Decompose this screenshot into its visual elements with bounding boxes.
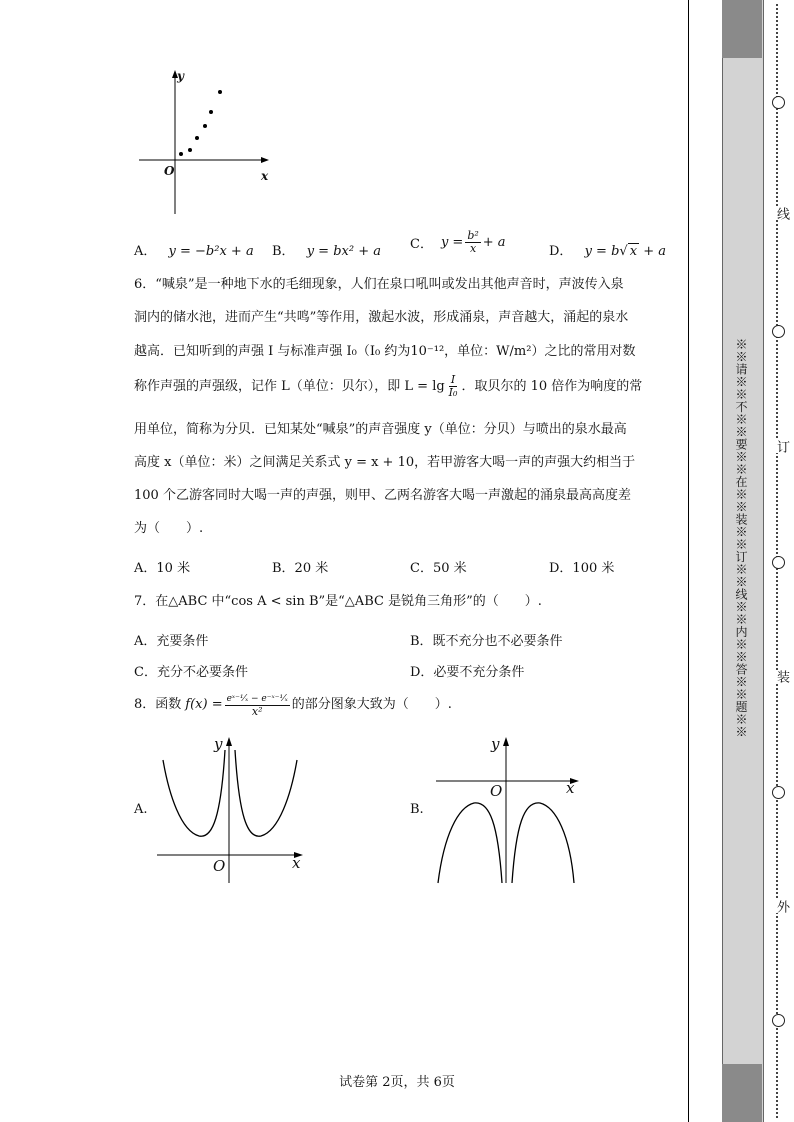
cut-circle-icon [772, 325, 785, 338]
binding-notice: ※※请※※不※※要※※在※※装※※订※※线※※内※※答※※题※※ [734, 338, 748, 738]
q7-option-c[interactable]: C．充分不必要条件 [134, 665, 248, 680]
q5-option-c[interactable]: C． y = $\frac{\text{b²}}{x}$ + a [410, 229, 506, 255]
q6-line-6: 高度 x（单位：米）之间满足关系式 y = x + 10，若甲游客大喝一声的声强大约相当于 [134, 455, 636, 470]
cut-circle-icon [772, 1014, 785, 1027]
cut-label-zhuang: 装 [774, 670, 789, 683]
scatter-origin-label: O [164, 164, 175, 178]
q8-option-b-label[interactable]: B. [410, 802, 424, 817]
q7-option-b[interactable]: B．既不充分也不必要条件 [410, 634, 563, 649]
q5-c-fraction: $\frac{\text{b²}}{x}$ [467, 229, 479, 255]
cut-circle-icon [772, 556, 785, 569]
cut-circle-icon [772, 786, 785, 799]
q8-option-a-label[interactable]: A. [134, 802, 148, 817]
scatter-point [218, 90, 222, 94]
scatter-x-label: x [261, 169, 269, 183]
q7-stem: 7．在△ABC 中“cos A < sin B”是“△ABC 是锐角三角形”的（ ）. [134, 594, 542, 609]
q6-option-a[interactable]: A．10 米 [134, 561, 191, 576]
scatter-point [209, 110, 213, 114]
q5-option-a[interactable]: A． y = −b²x + a [134, 244, 254, 259]
q6-line-5: 用单位，简称为分贝．已知某处“喊泉”的声音强度 y（单位：分贝）与喷出的泉水最高 [134, 422, 627, 437]
q6-option-d[interactable]: D．100 米 [549, 561, 615, 576]
q8-a-y-label: y [214, 735, 223, 753]
q8-a-x-label: x [292, 854, 301, 872]
q6-line-4: 称作声强的声强级，记作 L（单位：贝尔），即 L = lg $\frac{I}{\text{I₀}}$ ．取贝尔的 10 倍作为响度的常 [134, 373, 643, 399]
q6-line-3: 越高．已知听到的声强 I 与标准声强 I₀（I₀ 约为10⁻¹²，单位：W/m²）之比的常用对数 [134, 344, 636, 359]
q6-line-7: 100 个乙游客同时大喝一声的声强，则甲、乙两名游客大喝一声激起的涌泉最高高度差 [134, 488, 631, 503]
scatter-point [179, 152, 183, 156]
sqrt-icon: √ [619, 244, 628, 259]
q6-line-8: 为（ ）. [134, 521, 204, 536]
cut-circle-icon [772, 96, 785, 109]
q8-graph-a[interactable] [155, 735, 305, 885]
q6-lg-fraction: $\frac{I}{\text{I₀}}$ [448, 373, 458, 399]
q8-b-y-label: y [491, 735, 500, 753]
q7-option-d[interactable]: D．必要不充分条件 [410, 665, 525, 680]
q8-graph-b[interactable] [432, 735, 582, 885]
q6-option-b[interactable]: B．20 米 [272, 561, 329, 576]
q8-stem: 8．函数 f(x) = $\frac{\text{eˣ⁻¹⁄ₓ − e⁻ˣ⁻¹⁄ₓ}}{\text{x²}}$ 的部分图象大致为（ ）. [134, 693, 452, 718]
cut-label-xian: 线 [774, 207, 789, 220]
q8-b-origin-label: O [490, 782, 503, 800]
scatter-point [188, 148, 192, 152]
q6-line-2: 洞内的储水池，进而产生“共鸣”等作用，激起水波，形成涌泉，声音越大，涌起的泉水 [134, 310, 629, 325]
q5-option-b[interactable]: B． y = bx² + a [272, 244, 381, 259]
q6-line-1: 6．“喊泉”是一种地下水的毛细现象，人们在泉口吼叫或发出其他声音时，声波传入泉 [134, 277, 624, 292]
binding-strip-top-block [722, 0, 762, 58]
binding-border [688, 0, 689, 1122]
page-footer: 试卷第 2页，共 6页 [339, 1075, 455, 1090]
cut-label-wai: 外 [774, 900, 789, 913]
scatter-figure [135, 66, 275, 216]
cut-label-ding: 订 [774, 440, 789, 453]
q8-a-origin-label: O [213, 857, 226, 875]
scatter-y-label: y [177, 69, 184, 83]
scatter-point [203, 124, 207, 128]
q7-option-a[interactable]: A．充要条件 [134, 634, 209, 649]
scatter-point [195, 136, 199, 140]
q8-b-x-label: x [566, 779, 575, 797]
q5-option-d[interactable]: D． y = b√ x + a [549, 244, 666, 259]
binding-strip-bottom-block [722, 1064, 762, 1122]
q6-option-c[interactable]: C．50 米 [410, 561, 467, 576]
q8-fraction: $\frac{\text{eˣ⁻¹⁄ₓ − e⁻ˣ⁻¹⁄ₓ}}{\text{x²}}$ [226, 693, 288, 718]
